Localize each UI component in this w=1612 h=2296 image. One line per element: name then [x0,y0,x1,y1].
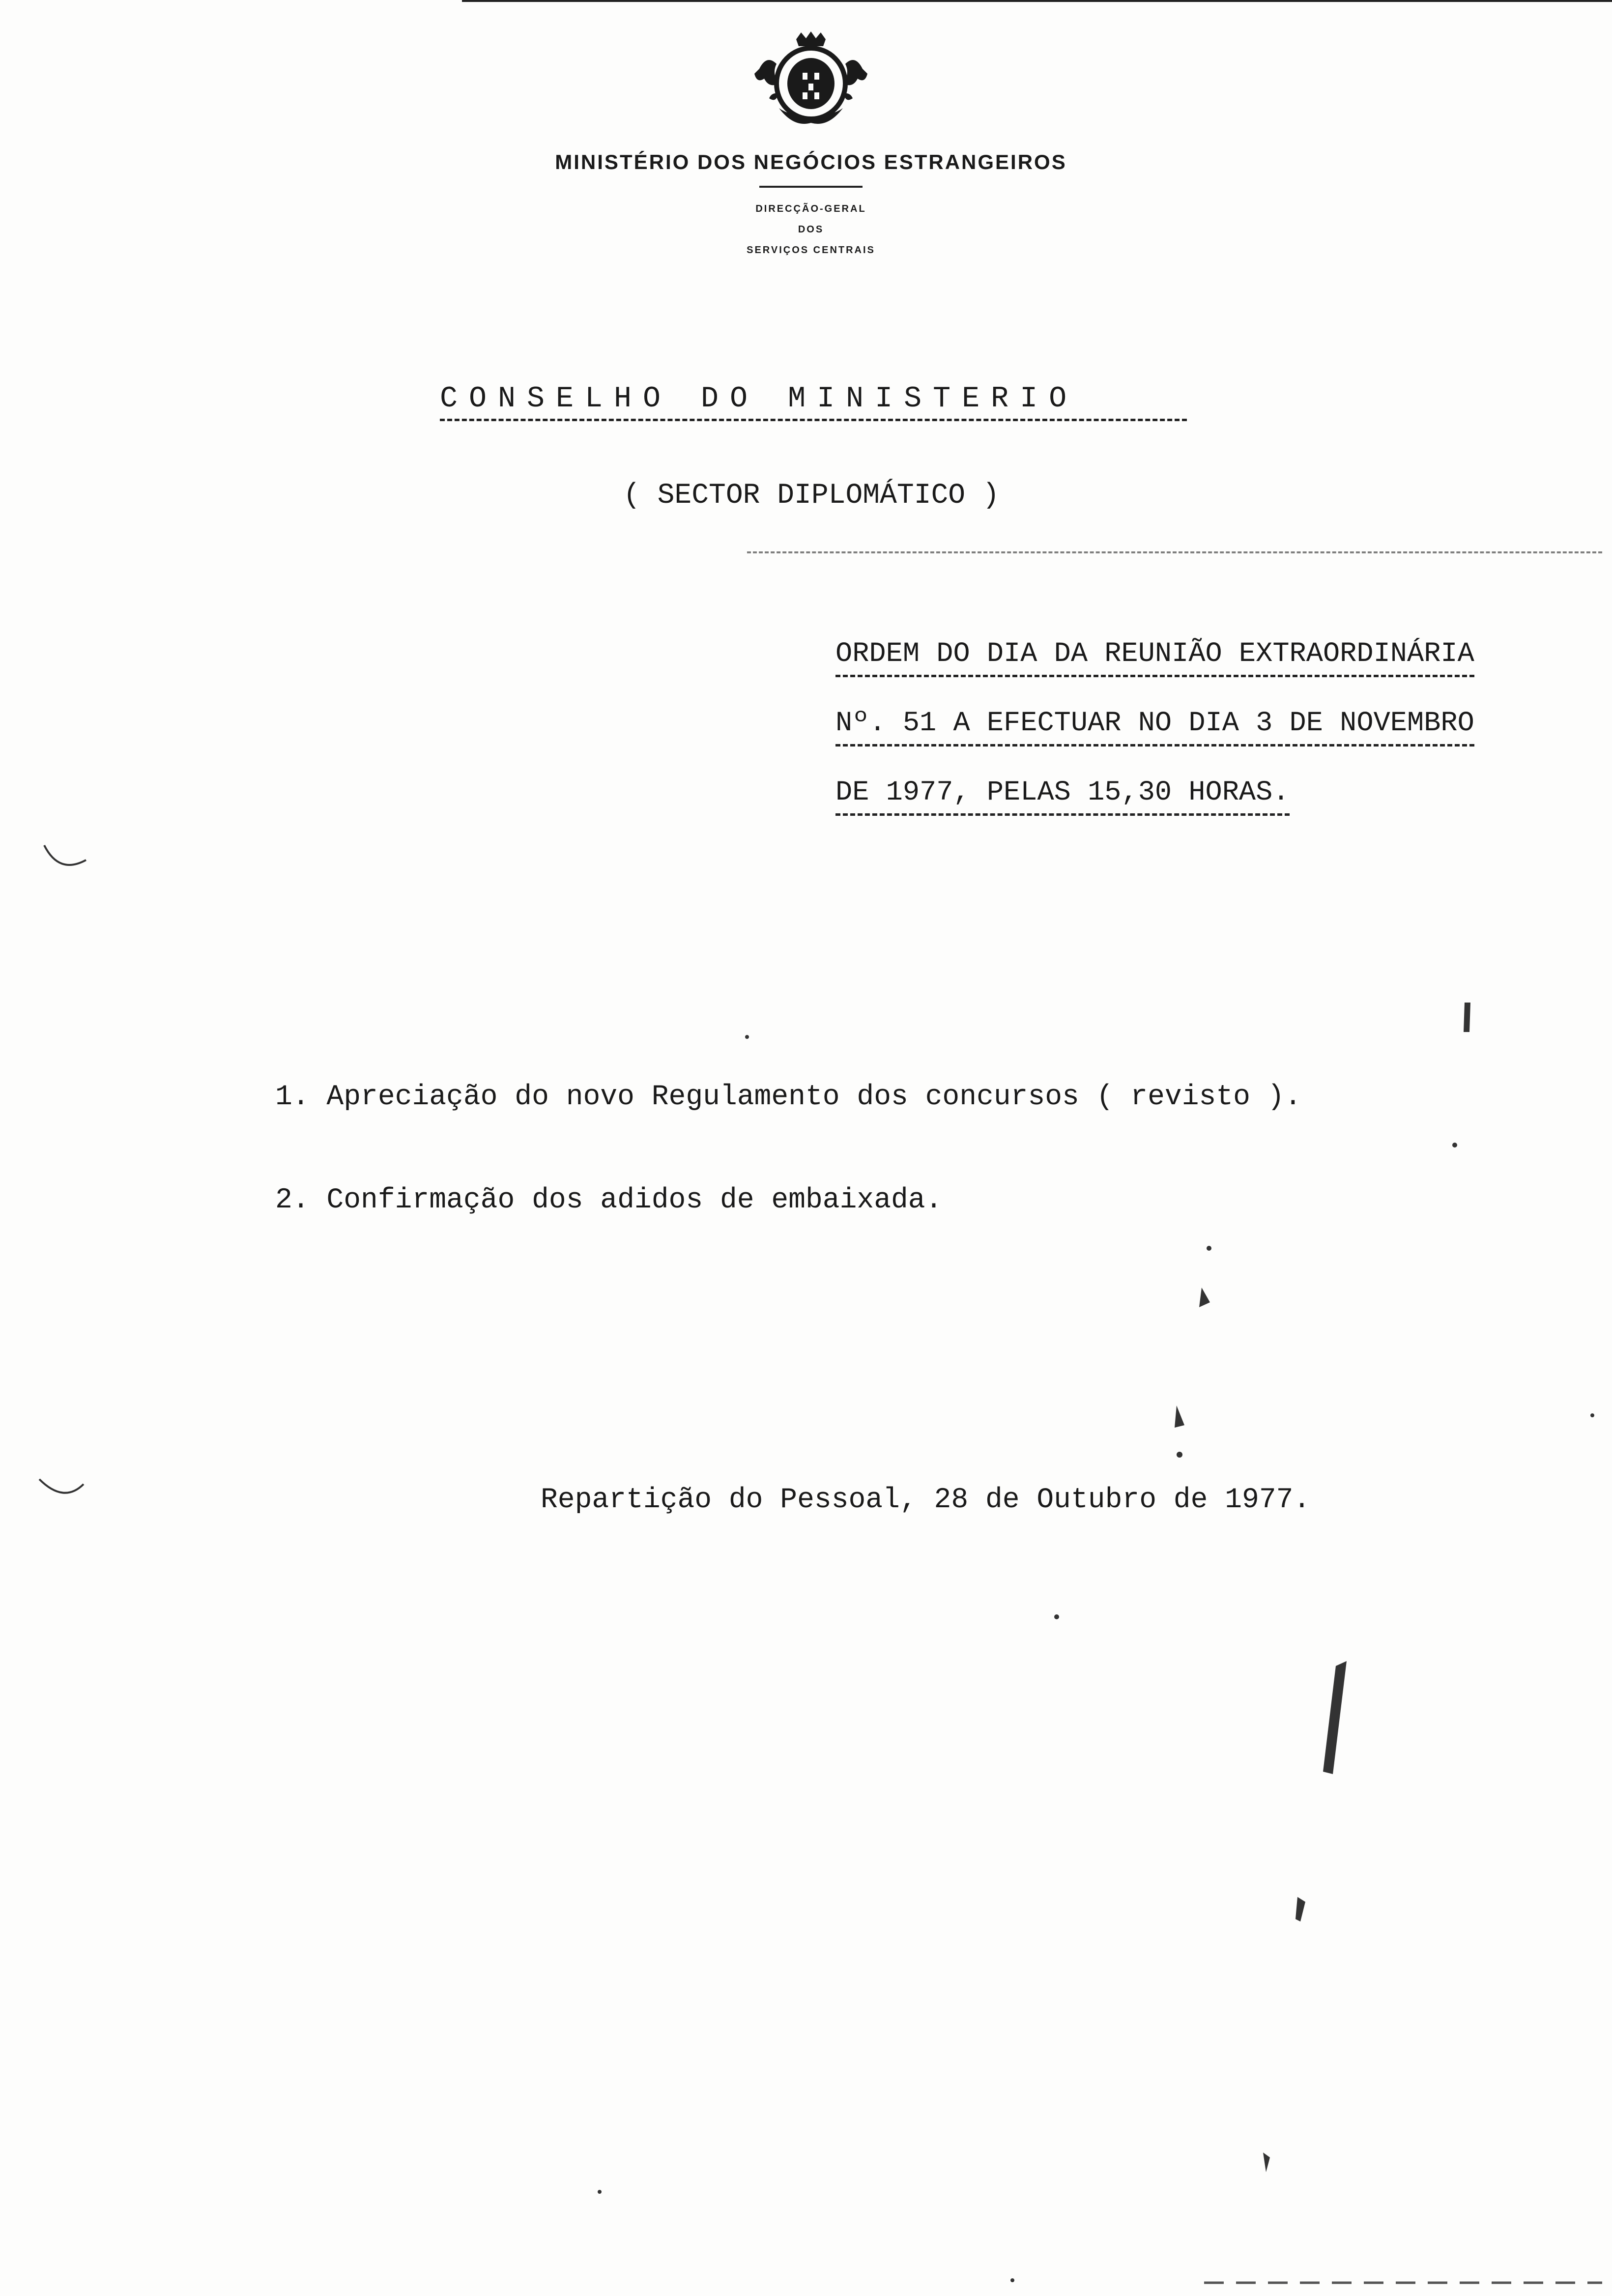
document-title: CONSELHO DO MINISTERIO [440,382,1187,421]
ministry-name: MINISTÉRIO DOS NEGÓCIOS ESTRANGEIROS [555,150,1067,173]
order-line-3: DE 1977, PELAS 15,30 HORAS. [835,775,1290,816]
directorate-line-3: SERVIÇOS CENTRAIS [747,245,875,256]
order-line-2: Nº. 51 A EFECTUAR NO DIA 3 DE NOVEMBRO [835,706,1474,746]
order-line-1: ORDEM DO DIA DA REUNIÃO EXTRAORDINÁRIA [835,636,1474,677]
agenda-item: 2. Confirmação dos adidos de embaixada. [275,1184,943,1216]
signoff-line: Repartição do Pessoal, 28 de Outubro de 1977. [541,1484,1311,1516]
sector-subtitle: ( SECTOR DIPLOMÁTICO ) [623,480,1000,512]
directorate-line-2: DOS [798,224,824,235]
directorate-line-1: DIRECÇÃO-GERAL [755,203,866,214]
agenda-item: 1. Apreciação do novo Regulamento dos concursos ( revisto ). [275,1081,1302,1113]
